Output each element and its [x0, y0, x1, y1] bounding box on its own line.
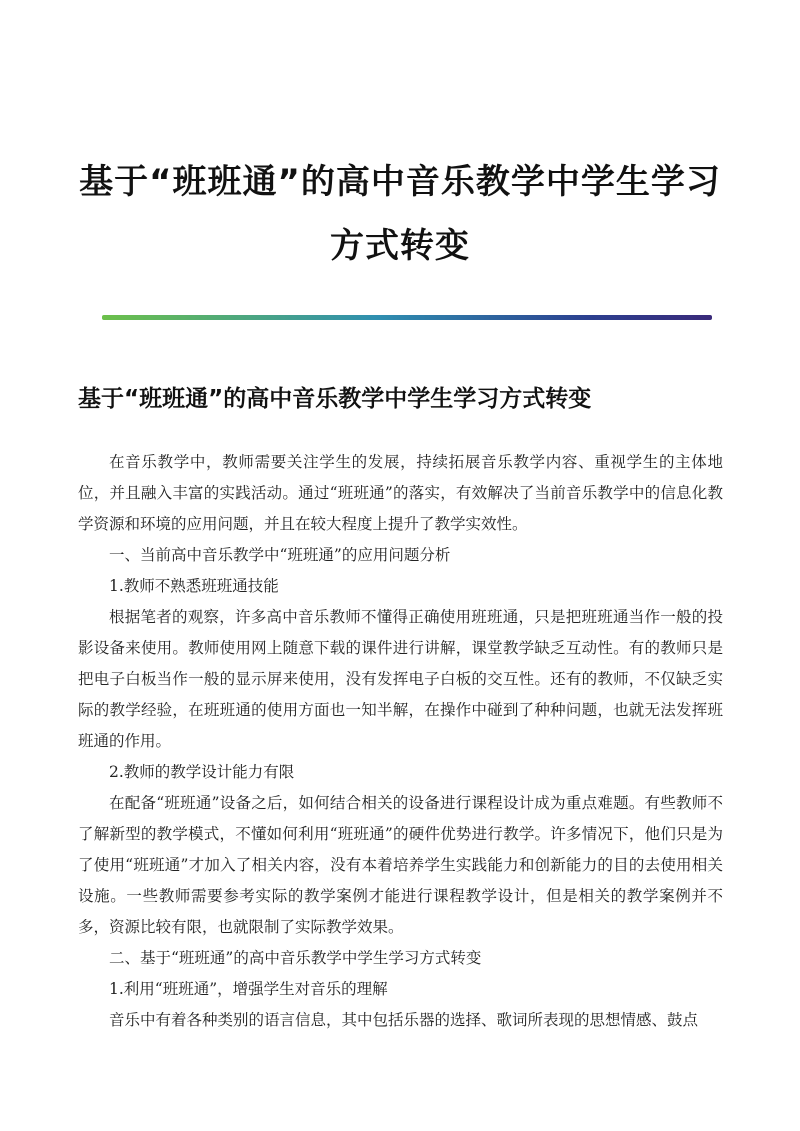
paragraph-1-1: 根据笔者的观察，许多高中音乐教师不懂得正确使用班班通，只是把班班通当作一般的投影设备来使用。教师使用网上随意下载的课件进行讲解，课堂教学缺乏互动性。有的教师只是把电子白板当作一般的显示屏来使用，没有发挥电子白板的交互性。还有的教师，不仅缺乏实际的教学经验，在班班通的使用方面也一知半解，在操作中碰到了种种问题，也就无法发挥班班通的作用。 [78, 608, 723, 750]
heading-part-two: 二、基于“班班通”的高中音乐教学中学生学习方式转变 [109, 949, 482, 967]
section-heading: 基于“班班通”的高中音乐教学中学生学习方式转变 [78, 386, 592, 412]
document-body [78, 447, 723, 1036]
subheading-1-2: 2.教师的教学设计能力有限 [109, 763, 295, 781]
paragraph-1-2: 在配备“班班通”设备之后，如何结合相关的设备进行课程设计成为重点难题。有些教师不了解新型的教学模式，不懂如何利用“班班通”的硬件优势进行教学。许多情况下，他们只是为了使用“班班通”才加入了相关内容，没有本着培养学生实践能力和创新能力的目的去使用相关设施。一些教师需要参考实际的教学案例才能进行课程教学设计，但是相关的教学案例并不多，资源比较有限，也就限制了实际教学效果。 [78, 794, 723, 936]
paragraph-2-1: 音乐中有着各种类别的语言信息，其中包括乐器的选择、歌词所表现的思想情感、鼓点 [109, 1011, 699, 1029]
gradient-divider [102, 315, 712, 320]
paragraph-intro: 在音乐教学中，教师需要关注学生的发展，持续拓展音乐教学内容、重视学生的主体地位，并且融入丰富的实践活动。通过“班班通”的落实，有效解决了当前音乐教学中的信息化教学资源和环境的应用问题，并且在较大程度上提升了教学实效性。 [78, 453, 723, 533]
cover-title-line-2: 方式转变 [330, 226, 470, 266]
subheading-1-1: 1.教师不熟悉班班通技能 [109, 577, 279, 595]
cover-title-line-1: 基于“班班通”的高中音乐教学中学生学习 [79, 162, 721, 202]
heading-part-one: 一、当前高中音乐教学中“班班通”的应用问题分析 [109, 546, 451, 564]
subheading-2-1: 1.利用“班班通”，增强学生对音乐的理解 [109, 980, 388, 998]
cover-title [60, 150, 740, 278]
